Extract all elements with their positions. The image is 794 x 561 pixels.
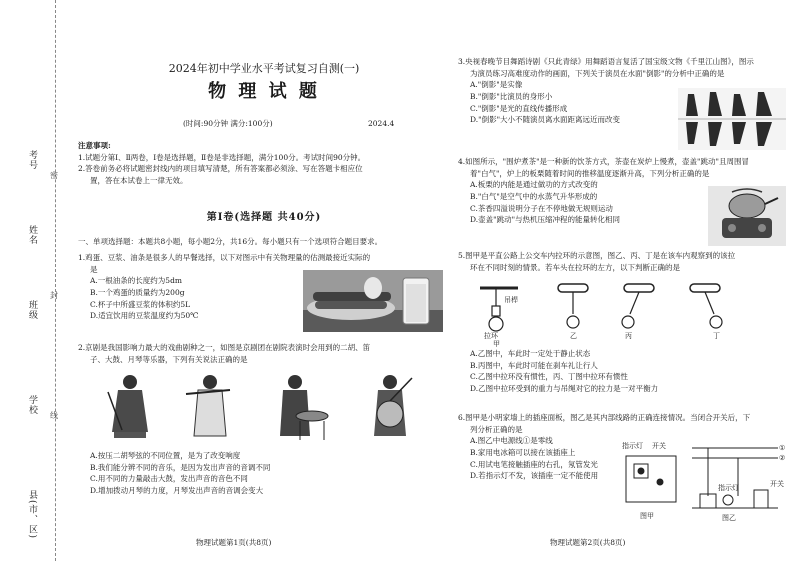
subject-title: 物 理 试 题	[208, 81, 320, 102]
q2-option: B.我们能分辨不同的音乐，是因为发出声音的音调不同	[90, 462, 271, 472]
part-one-instructions: 一、单项选择题：本题共8小题，每小题2分，共16分。每小题只有一个选项符合题目要求。	[78, 237, 383, 246]
q5-stem: 环在不同时刻的情景。若车头在拉环的左方，以下判断正确的是	[470, 262, 680, 272]
exam-no-label: 考号	[27, 150, 37, 170]
q5-stem: 5.图甲是平直公路上公交车内拉环的示意图，图乙、丙、丁是在该车内观察到的该拉	[458, 251, 736, 260]
time-score: (时间:90分钟 满分:100分)	[183, 119, 273, 128]
breakfast-photo	[303, 270, 443, 332]
teapot-stove-photo	[708, 186, 786, 246]
q5-option: A.乙图中，车此时一定处于静止状态	[470, 349, 591, 358]
q6-stem: 6.图甲是小明家墙上的插座面板，图乙是其内部线路的正确连接情况。当闭合开关后，下	[458, 413, 751, 422]
binding-margin	[0, 0, 56, 561]
part-one-intro	[78, 236, 450, 248]
q2-option: D.增加拨动月琴的力度，月琴发出声音的音调会变大	[90, 485, 264, 495]
exam-title: 2024年初中学业水平考试复习自测(一)	[168, 62, 360, 75]
q2-option: C.用不同的力量敲击大鼓，发出声音的音色不同	[90, 474, 248, 484]
seal-mark-xian: 线	[50, 411, 58, 420]
q1-stem: 1.鸡蛋、豆浆、油条是很多人的早餐选择，以下对图示中有关物理量的估测最接近实际的	[78, 253, 371, 262]
question-2	[78, 342, 450, 365]
fig-label-lahuan: 拉环	[484, 332, 498, 340]
fig-label-yi: 乙	[570, 332, 577, 340]
question-5-options	[458, 348, 788, 395]
q4-option: C.茶香四溢说明分子在不停地做无规则运动	[470, 203, 613, 213]
seal-mark-mi: 密	[50, 171, 58, 180]
seal-mark-feng: 封	[50, 291, 58, 300]
notes-heading: 注意事项:	[78, 141, 111, 150]
q3-stem: 为演员练习高难度动作的画面，下列关于演员在水面"倒影"的分析中正确的是	[470, 68, 725, 78]
county-label: 县(市、区)	[27, 490, 37, 540]
fig-label-wire-2: ②	[779, 454, 786, 462]
fig-label-indicator: 指示灯	[622, 442, 643, 450]
q6-option: A.图乙中电源线①是零线	[470, 436, 553, 446]
q4-stem: 4.如图所示，"围炉煮茶"是一种新的饮茶方式，茶壶在炭炉上慢煮，壶盖"跳动"且周围冒	[458, 157, 749, 166]
section-title: 第Ⅰ卷(选择题 共40分)	[206, 212, 322, 223]
q1-option: A.一根油条的长度约为5dm	[90, 276, 182, 286]
q3-option: C."倒影"是光的直线传播形成	[470, 103, 568, 113]
hand-ring-figure	[478, 280, 738, 348]
exam-date: 2024.4	[368, 119, 395, 128]
q1-option: C.杯子中所盛豆浆的体积约5L	[90, 299, 191, 309]
footer-left: 物理试题第1页(共8页)	[196, 538, 272, 547]
q6-option: B.家用电冰箱可以接在该插座上	[470, 447, 576, 457]
school-label: 学校	[27, 395, 37, 415]
fig-label-fig-jia: 图甲	[640, 512, 654, 520]
q4-option: B."白气"是空气中的水蒸气升华形成的	[470, 191, 598, 201]
q4-option: D.壶盖"跳动"与热机压缩冲程的能量转化相同	[470, 215, 621, 225]
fig-label-jia: 甲	[493, 340, 500, 348]
q2-stem: 2.京剧是我国影响力最大的戏曲剧种之一，如图是京剧团在剧院表演时会用到的二胡、笛	[78, 343, 371, 352]
instruments-figure	[100, 372, 440, 444]
q3-option: B."倒影"比演员的身形小	[470, 91, 553, 101]
q5-option: B.丙图中，车此时可能在刹车礼让行人	[470, 360, 598, 370]
q5-option: D.乙图中拉环受到的重力与吊绳对它的拉力是一对平衡力	[470, 383, 659, 393]
dancers-reflection-photo	[678, 88, 786, 150]
name-label: 姓名	[27, 225, 37, 245]
note-item: 置，答在本试卷上一律无效。	[90, 175, 188, 185]
q6-stem: 列分析正确的是	[470, 424, 523, 434]
question-5	[458, 250, 788, 273]
class-label: 班级	[27, 300, 37, 320]
fig-label-switch-2: 开关	[770, 480, 784, 488]
right-column	[458, 0, 788, 561]
q2-option: A.按压二胡琴弦的不同位置，是为了改变响度	[90, 451, 241, 460]
note-item: 1.试题分第Ⅰ、Ⅱ两卷，Ⅰ卷是选择题，Ⅱ卷是非选择题，满分100分。考试时间90分钟。	[78, 152, 366, 162]
fig-label-fig-yi: 图乙	[722, 514, 736, 522]
q3-option: A."倒影"是实像	[470, 80, 523, 90]
q6-option: C.用试电笔接触插座的右孔，氖管发光	[470, 459, 598, 469]
notes	[78, 140, 450, 187]
question-2-options	[78, 450, 450, 497]
q1-stem: 是	[90, 264, 98, 274]
q4-stem: 着"白气"，炉上的板栗随着时间的推移温度逐渐升高，下列分析正确的是	[470, 168, 710, 178]
socket-circuit-figure	[618, 436, 786, 526]
fig-label-diaogan: 吊桿	[504, 296, 518, 304]
fig-label-wire-1: ①	[779, 444, 786, 452]
fig-label-switch: 开关	[652, 442, 666, 450]
left-column	[78, 0, 450, 561]
q1-option: B.一个鸡蛋的质量约为200g	[90, 287, 185, 297]
fig-label-ding: 丁	[713, 332, 720, 340]
q3-stem: 3.央视春晚节目舞蹈诗剧《只此青绿》用舞蹈语言复活了国宝级文物《千里江山图》，图示	[458, 57, 754, 66]
q6-option: D.若指示灯不发，该插座一定不能使用	[470, 471, 599, 481]
footer-right: 物理试题第2页(共8页)	[550, 538, 626, 547]
fig-label-bing: 丙	[625, 332, 632, 340]
fig-label-indicator-2: 指示灯	[718, 484, 739, 492]
q5-option: C.乙图中拉环没有惯性，丙、丁图中拉环有惯性	[470, 372, 628, 382]
q4-option: A.板栗的内能是通过做功的方式改变的	[470, 180, 598, 190]
q1-option: D.适宜饮用的豆浆温度约为50℃	[90, 311, 199, 321]
note-item: 2.答卷前务必将试题密封线内的项目填写清楚，所有答案都必须涂、写在答题卡相应位	[78, 164, 363, 174]
q2-stem: 子、大鼓、月琴等乐器，下列有关说法正确的是	[90, 354, 248, 364]
q3-option: D."倒影"大小不随演员离水面距离远近而改变	[470, 115, 621, 125]
